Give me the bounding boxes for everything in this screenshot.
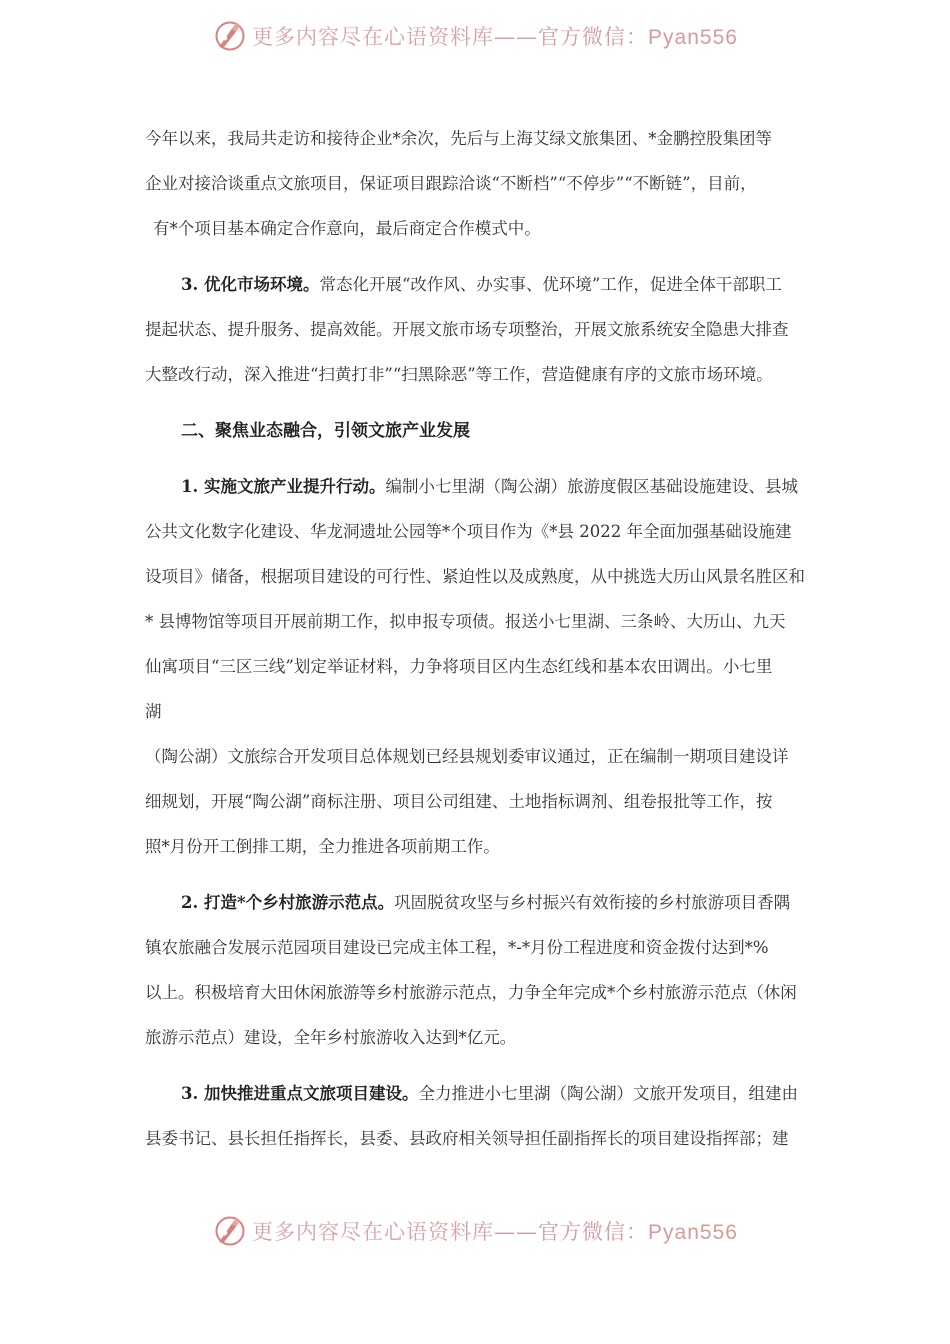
- banner-text: 更多内容尽在心语资料库——官方微信：Pyan556: [252, 25, 738, 49]
- section-title: 3. 加快推进重点文旅项目建设。: [181, 1084, 419, 1103]
- text-line: 仙寓项目“三区三线”划定举证材料，力争将项目区内生态红线和基本农田调出。小七里: [145, 657, 773, 676]
- text-line: 以上。积极培育大田休闲旅游等乡村旅游示范点，力争全年完成*个乡村旅游示范点（休闲: [145, 983, 797, 1002]
- section-heading: 二、聚焦业态融合，引领文旅产业发展: [181, 421, 470, 441]
- text-line: 3. 优化市场环境。常态化开展“改作风、办实事、优环境”工作，促进全体干部职工: [181, 275, 782, 294]
- text-line: 大整改行动，深入推进“扫黄打非”“扫黑除恶”等工作，营造健康有序的文旅市场环境。: [145, 365, 773, 384]
- document-body: [145, 122, 825, 1167]
- section-title: 3. 优化市场环境。: [181, 275, 320, 294]
- text-line: 细规划，开展“陶公湖”商标注册、项目公司组建、土地指标调剂、组卷报批等工作，按: [145, 792, 773, 811]
- text-line: 镇农旅融合发展示范园项目建设已完成主体工程，*-*月份工程进度和资金拨付达到*%: [145, 938, 769, 957]
- text-line: 设项目》储备，根据项目建设的可行性、紧迫性以及成熟度，从中挑选大历山风景名胜区和: [145, 567, 805, 586]
- text-line: 企业对接洽谈重点文旅项目，保证项目跟踪洽谈“不断档”“不停步”“不断链”，目前，: [145, 174, 757, 193]
- text-line: 2. 打造*个乡村旅游示范点。巩固脱贫攻坚与乡村振兴有效衔接的乡村旅游项目香隅: [181, 893, 791, 912]
- text-line: 湖: [145, 702, 162, 721]
- text-line: 今年以来，我局共走访和接待企业*余次，先后与上海艾绿文旅集团、*金鹏控股集团等: [145, 129, 772, 148]
- text-line: 县委书记、县长担任指挥长，县委、县政府相关领导担任副指挥长的项目建设指挥部；建: [145, 1129, 789, 1148]
- text-line: 公共文化数字化建设、华龙洞遗址公园等*个项目作为《*县 2022 年全面加强基础设施建: [145, 522, 792, 541]
- footer-banner: [0, 1211, 950, 1251]
- text-line: 1. 实施文旅产业提升行动。编制小七里湖（陶公湖）旅游度假区基础设施建设、县城: [181, 477, 798, 496]
- text-line: （陶公湖）文旅综合开发项目总体规划已经县规划委审议通过，正在编制一期项目建设详: [145, 747, 789, 766]
- text-line: 有*个项目基本确定合作意向，最后商定合作模式中。: [153, 219, 541, 238]
- pen-logo-icon: [212, 1213, 248, 1249]
- text-line: 照*月份开工倒排工期，全力推进各项前期工作。: [145, 837, 500, 856]
- section-title: 2. 打造*个乡村旅游示范点。: [181, 893, 395, 912]
- text-line: * 县博物馆等项目开展前期工作，拟申报专项债。报送小七里湖、三条岭、大历山、九天: [145, 612, 786, 631]
- text-line: 旅游示范点）建设，全年乡村旅游收入达到*亿元。: [145, 1028, 517, 1047]
- text-line: 3. 加快推进重点文旅项目建设。全力推进小七里湖（陶公湖）文旅开发项目，组建由: [181, 1084, 798, 1103]
- banner-text: 更多内容尽在心语资料库——官方微信：Pyan556: [252, 1220, 738, 1244]
- header-banner: [0, 16, 950, 56]
- section-title: 1. 实施文旅产业提升行动。: [181, 477, 386, 496]
- text-line: 提起状态、提升服务、提高效能。开展文旅市场专项整治，开展文旅系统安全隐患大排查: [145, 320, 789, 339]
- pen-logo-icon: [212, 18, 248, 54]
